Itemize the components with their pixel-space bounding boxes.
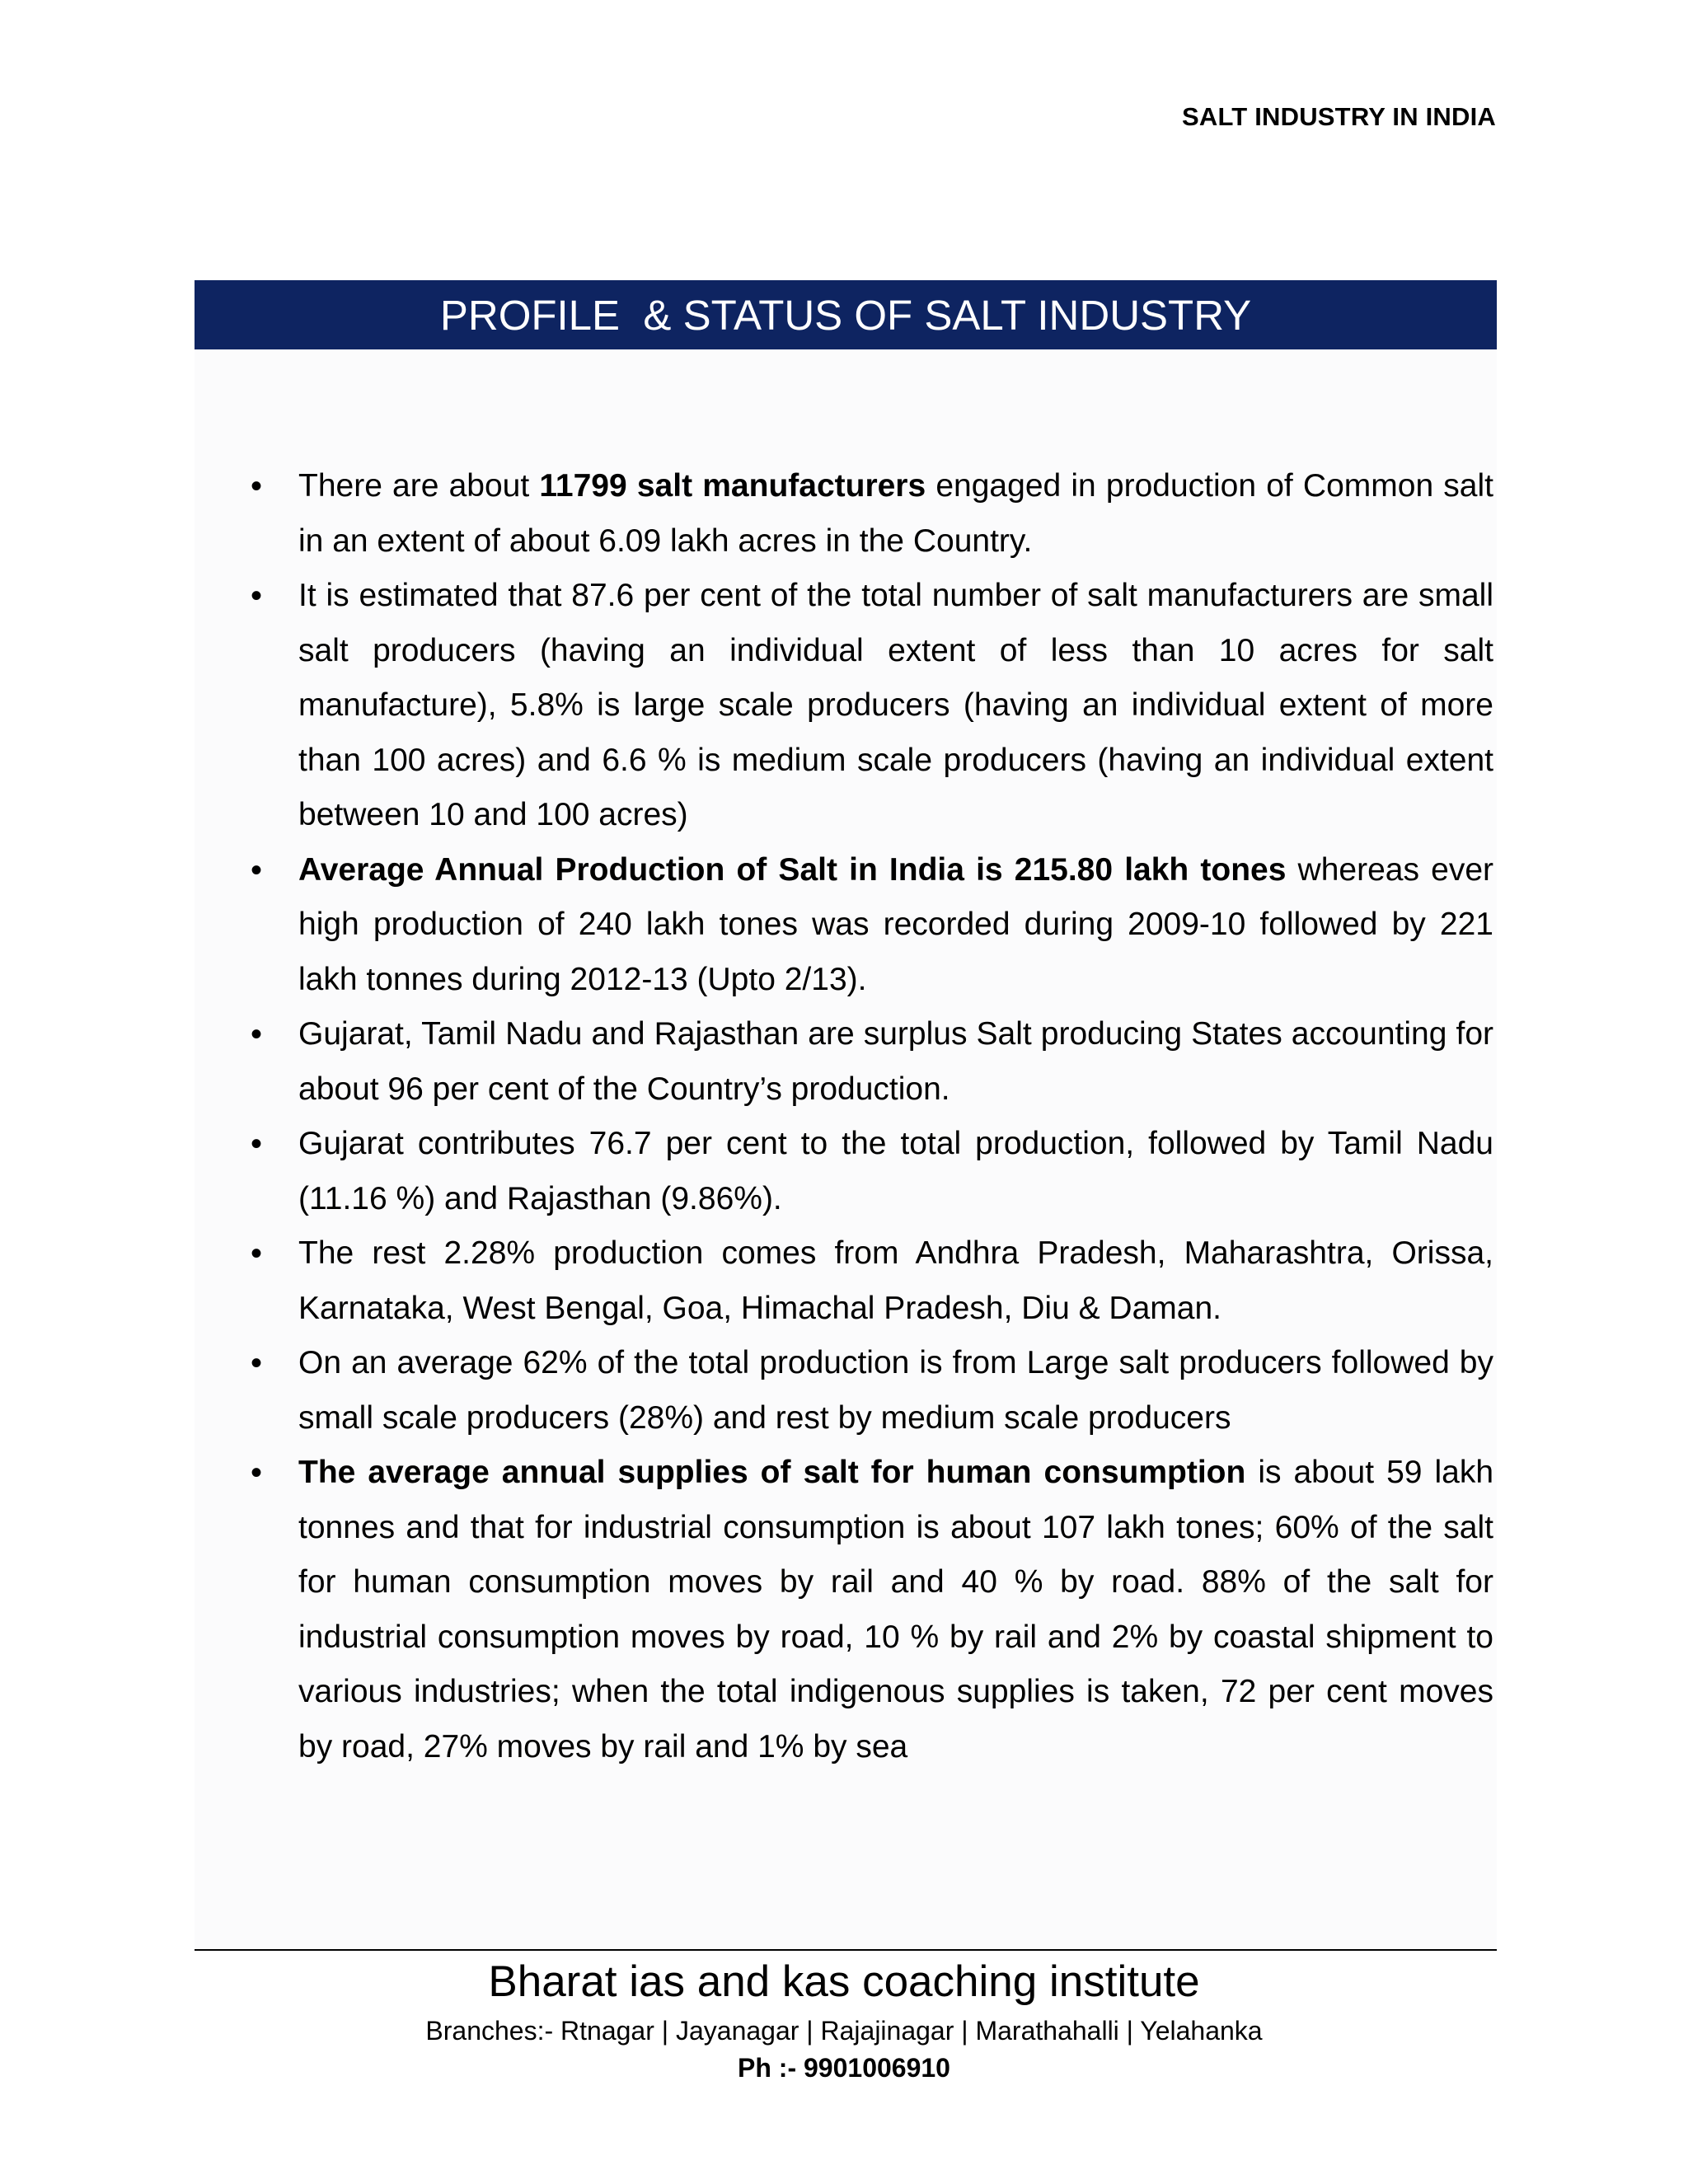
bullet-item-surplus-states: • Gujarat, Tamil Nadu and Rajasthan are surplus Salt producing States accounting for about 96 per cent of the Country’s production.: [298, 1007, 1493, 1117]
running-header: SALT INDUSTRY IN INDIA: [1181, 102, 1496, 131]
bullet-item-rest-production: • The rest 2.28% production comes from Andhra Pradesh, Maharashtra, Orissa, Karnataka, West Bengal, Goa, Himachal Pradesh, Diu & Daman.: [298, 1226, 1493, 1336]
bullet-item-manufacturers: • There are about 11799 salt manufacturers engaged in production of Common salt in an extent of about 6.09 lakh acres in the Country.: [298, 459, 1493, 569]
bullet-list: [298, 459, 1493, 1774]
footer-phone: Ph :- 9901006910: [738, 2053, 950, 2083]
footer-divider: [195, 1949, 1497, 1951]
bullet-item-supplies: • The average annual supplies of salt for human consumption is about 59 lakh tonnes and that for industrial consumption is about 107 lakh tones; 60% of the salt for human consumption moves by rail and 40 % by road. 88% of the salt for industrial consumption moves by road, 10 % by rail and 2% by coastal shipment to various industries; when the total indigenous supplies is taken, 72 per cent moves by road, 27% moves by rail and 1% by sea: [298, 1446, 1493, 1774]
footer-institute-name: Bharat ias and kas coaching institute: [488, 1957, 1200, 2006]
section-title: PROFILE & STATUS OF SALT INDUSTRY: [439, 291, 1252, 339]
bullet-item-annual-production: • Average Annual Production of Salt in India is 215.80 lakh tones whereas ever high production of 240 lakh tones was recorded during 2009-10 followed by 221 lakh tonnes during 2012-13 (Upto 2/13).: [298, 843, 1493, 1008]
bullet-item-large-producers: • On an average 62% of the total production is from Large salt producers followed by small scale producers (28%) and rest by medium scale producers: [298, 1336, 1493, 1446]
footer-branches: Branches:- Rtnagar | Jayanagar | Rajajinagar | Marathahalli | Yelahanka: [425, 2016, 1263, 2046]
bullet-item-gujarat-share: • Gujarat contributes 76.7 per cent to the total production, followed by Tamil Nadu (11.16 %) and Rajasthan (9.86%).: [298, 1117, 1493, 1226]
section-title-bar: [195, 280, 1497, 349]
bullet-item-producer-shares: • It is estimated that 87.6 per cent of the total number of salt manufacturers are small salt producers (having an individual extent of less than 10 acres for salt manufacture), 5.8% is large scale producers (having an individual extent of more than 100 acres) and 6.6 % is medium scale producers (having an individual extent between 10 and 100 acres): [298, 569, 1493, 843]
